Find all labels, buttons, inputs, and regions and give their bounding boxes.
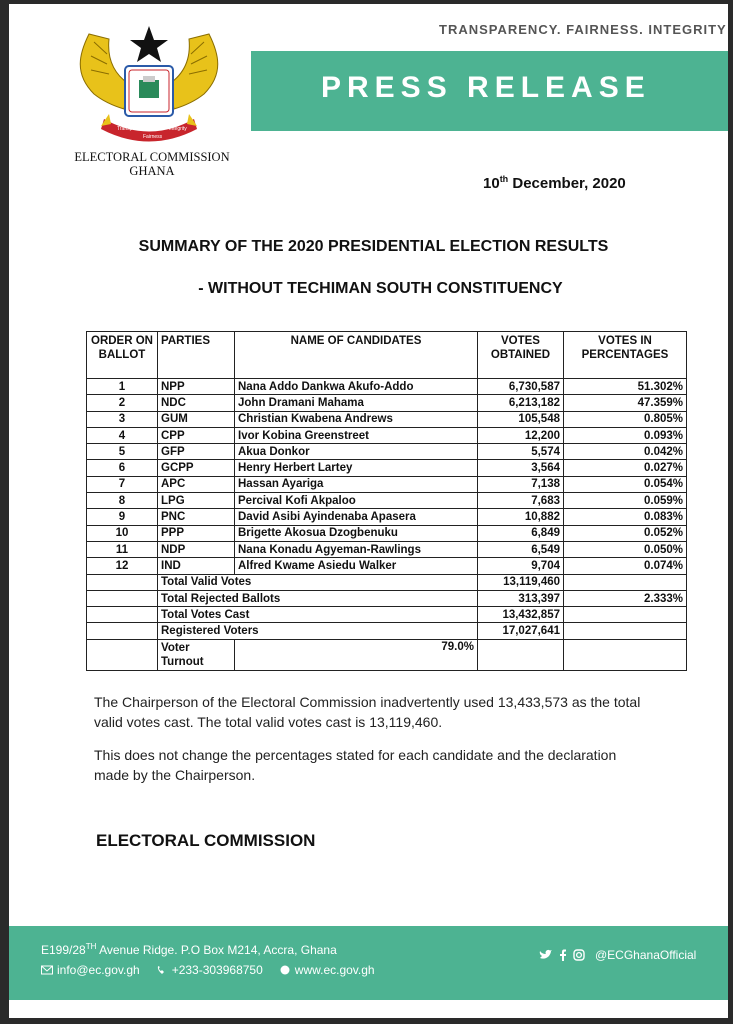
party-cell: NDP xyxy=(158,541,235,557)
totals-votes-cell: 13,432,857 xyxy=(478,607,564,623)
party-cell: NPP xyxy=(158,379,235,395)
date-suffix: th xyxy=(499,174,509,184)
percentage-cell: 0.059% xyxy=(564,493,687,509)
footer-address xyxy=(41,942,337,957)
percentage-cell: 0.805% xyxy=(564,411,687,427)
table-row xyxy=(87,558,687,574)
table-row xyxy=(87,541,687,557)
organization-line2: GHANA xyxy=(129,164,175,178)
footer-website[interactable] xyxy=(279,963,375,977)
heading-title: SUMMARY OF THE 2020 PRESIDENTIAL ELECTION RESULTS xyxy=(138,238,609,255)
votes-cell: 6,549 xyxy=(478,541,564,557)
totals-label-cell: Total Valid Votes xyxy=(158,574,478,590)
table-row xyxy=(87,395,687,411)
order-cell: 11 xyxy=(87,541,158,557)
table-row xyxy=(87,509,687,525)
organization-name xyxy=(57,150,247,178)
turnout-row xyxy=(87,639,687,670)
totals-votes-cell: 13,119,460 xyxy=(478,574,564,590)
table-header-row xyxy=(87,332,687,379)
party-cell: CPP xyxy=(158,427,235,443)
percentage-cell: 0.074% xyxy=(564,558,687,574)
header-candidate-name: NAME OF CANDIDATES xyxy=(235,332,478,379)
order-cell: 5 xyxy=(87,444,158,460)
party-cell: GUM xyxy=(158,411,235,427)
phone-icon xyxy=(156,965,168,975)
votes-cell: 3,564 xyxy=(478,460,564,476)
address-post: Avenue Ridge. P.O Box M214, Accra, Ghana xyxy=(96,943,337,957)
footer-contacts xyxy=(41,963,375,977)
turnout-value-cell: 79.0% xyxy=(235,639,478,670)
table-row xyxy=(87,427,687,443)
order-cell: 2 xyxy=(87,395,158,411)
table-row xyxy=(87,525,687,541)
footer-phone[interactable] xyxy=(156,963,263,977)
tagline: TRANSPARENCY. FAIRNESS. INTEGRITY xyxy=(439,22,727,37)
empty-cell xyxy=(478,639,564,670)
phone-text: +233-303968750 xyxy=(171,963,263,977)
totals-row xyxy=(87,574,687,590)
party-cell: PPP xyxy=(158,525,235,541)
candidate-name-cell: Akua Donkor xyxy=(235,444,478,460)
social-handle: @ECGhanaOfficial xyxy=(595,948,697,962)
totals-row xyxy=(87,590,687,606)
header-parties: PARTIES xyxy=(158,332,235,379)
heading-subtitle: - WITHOUT TECHIMAN SOUTH CONSTITUENCY xyxy=(198,280,563,297)
mail-icon xyxy=(41,965,53,975)
totals-label-cell: Total Rejected Ballots xyxy=(158,590,478,606)
banner-title: PRESS RELEASE xyxy=(321,71,651,104)
footer xyxy=(9,926,728,1000)
website-text: www.ec.gov.gh xyxy=(294,963,375,977)
ribbon-bottom-text: Fairness xyxy=(143,134,163,140)
party-cell: LPG xyxy=(158,493,235,509)
totals-label-cell: Total Votes Cast xyxy=(158,607,478,623)
totals-percentage-cell xyxy=(564,574,687,590)
party-cell: NDC xyxy=(158,395,235,411)
table-row xyxy=(87,379,687,395)
votes-cell: 12,200 xyxy=(478,427,564,443)
candidate-name-cell: Nana Konadu Agyeman-Rawlings xyxy=(235,541,478,557)
candidate-name-cell: David Asibi Ayindenaba Apasera xyxy=(235,509,478,525)
candidate-name-cell: Christian Kwabena Andrews xyxy=(235,411,478,427)
votes-cell: 5,574 xyxy=(478,444,564,460)
turnout-label-cell: Voter Turnout xyxy=(158,639,235,670)
empty-cell xyxy=(87,574,158,590)
totals-label-cell: Registered Voters xyxy=(158,623,478,639)
date-day: 10 xyxy=(483,175,500,192)
empty-cell xyxy=(87,639,158,670)
candidate-name-cell: Nana Addo Dankwa Akufo-Addo xyxy=(235,379,478,395)
totals-percentage-cell: 2.333% xyxy=(564,590,687,606)
totals-percentage-cell xyxy=(564,607,687,623)
electoral-commission-logo xyxy=(69,14,229,144)
footer-social[interactable] xyxy=(539,948,696,962)
results-body xyxy=(87,379,687,671)
percentage-cell: 0.052% xyxy=(564,525,687,541)
table-row xyxy=(87,411,687,427)
press-release-banner xyxy=(251,51,728,131)
organization-line1: ELECTORAL COMMISSION xyxy=(74,150,230,164)
correction-paragraph: The Chairperson of the Electoral Commission inadvertently used 13,433,573 as the total valid votes cast. The total valid votes cast is 13,119,460. xyxy=(94,694,641,730)
percentage-cell: 0.027% xyxy=(564,460,687,476)
order-cell: 3 xyxy=(87,411,158,427)
percentage-cell: 0.083% xyxy=(564,509,687,525)
order-cell: 8 xyxy=(87,493,158,509)
candidate-name-cell: Henry Herbert Lartey xyxy=(235,460,478,476)
percentage-cell: 0.054% xyxy=(564,476,687,492)
empty-cell xyxy=(87,590,158,606)
order-cell: 4 xyxy=(87,427,158,443)
percentage-cell: 47.359% xyxy=(564,395,687,411)
totals-votes-cell: 17,027,641 xyxy=(478,623,564,639)
candidate-name-cell: Alfred Kwame Asiedu Walker xyxy=(235,558,478,574)
percentage-cell: 51.302% xyxy=(564,379,687,395)
header-order: ORDER ON BALLOT xyxy=(87,332,158,379)
table-row xyxy=(87,476,687,492)
address-sup: TH xyxy=(85,942,97,951)
percentage-cell: 0.050% xyxy=(564,541,687,557)
header-votes: VOTES OBTAINED xyxy=(478,332,564,379)
facebook-icon xyxy=(559,949,567,961)
candidate-name-cell: John Dramani Mahama xyxy=(235,395,478,411)
ribbon-right-text: Integrity xyxy=(169,126,187,132)
empty-cell xyxy=(87,623,158,639)
ribbon-left-text: Transparency xyxy=(117,126,148,132)
party-cell: APC xyxy=(158,476,235,492)
totals-row xyxy=(87,607,687,623)
percentage-cell: 0.093% xyxy=(564,427,687,443)
results-table xyxy=(86,331,687,671)
table-row xyxy=(87,444,687,460)
address-pre: E199/28 xyxy=(41,943,86,957)
instagram-icon xyxy=(573,949,585,961)
party-cell: IND xyxy=(158,558,235,574)
email-text: info@ec.gov.gh xyxy=(57,963,140,977)
candidate-name-cell: Brigette Akosua Dzogbenuku xyxy=(235,525,478,541)
clarification-paragraph: This does not change the percentages stated for each candidate and the declaration made by the Chairperson. xyxy=(94,747,617,783)
signature: ELECTORAL COMMISSION xyxy=(96,831,316,850)
percentage-cell: 0.042% xyxy=(564,444,687,460)
votes-cell: 10,882 xyxy=(478,509,564,525)
order-cell: 10 xyxy=(87,525,158,541)
totals-row xyxy=(87,623,687,639)
order-cell: 9 xyxy=(87,509,158,525)
totals-votes-cell: 313,397 xyxy=(478,590,564,606)
candidate-name-cell: Ivor Kobina Greenstreet xyxy=(235,427,478,443)
votes-cell: 9,704 xyxy=(478,558,564,574)
candidate-name-cell: Percival Kofi Akpaloo xyxy=(235,493,478,509)
votes-cell: 105,548 xyxy=(478,411,564,427)
votes-cell: 6,730,587 xyxy=(478,379,564,395)
party-cell: GFP xyxy=(158,444,235,460)
header-percentages: VOTES IN PERCENTAGES xyxy=(564,332,687,379)
globe-icon xyxy=(279,965,291,975)
party-cell: PNC xyxy=(158,509,235,525)
totals-percentage-cell xyxy=(564,623,687,639)
date-rest: December, 2020 xyxy=(508,175,626,192)
empty-cell xyxy=(87,607,158,623)
votes-cell: 7,138 xyxy=(478,476,564,492)
votes-cell: 6,849 xyxy=(478,525,564,541)
twitter-icon xyxy=(539,949,553,961)
order-cell: 6 xyxy=(87,460,158,476)
table-row xyxy=(87,493,687,509)
press-release-page xyxy=(9,4,728,1018)
party-cell: GCPP xyxy=(158,460,235,476)
release-date xyxy=(483,174,626,192)
footer-email[interactable] xyxy=(41,963,140,977)
order-cell: 1 xyxy=(87,379,158,395)
table-row xyxy=(87,460,687,476)
order-cell: 12 xyxy=(87,558,158,574)
votes-cell: 6,213,182 xyxy=(478,395,564,411)
candidate-name-cell: Hassan Ayariga xyxy=(235,476,478,492)
votes-cell: 7,683 xyxy=(478,493,564,509)
order-cell: 7 xyxy=(87,476,158,492)
empty-cell xyxy=(564,639,687,670)
